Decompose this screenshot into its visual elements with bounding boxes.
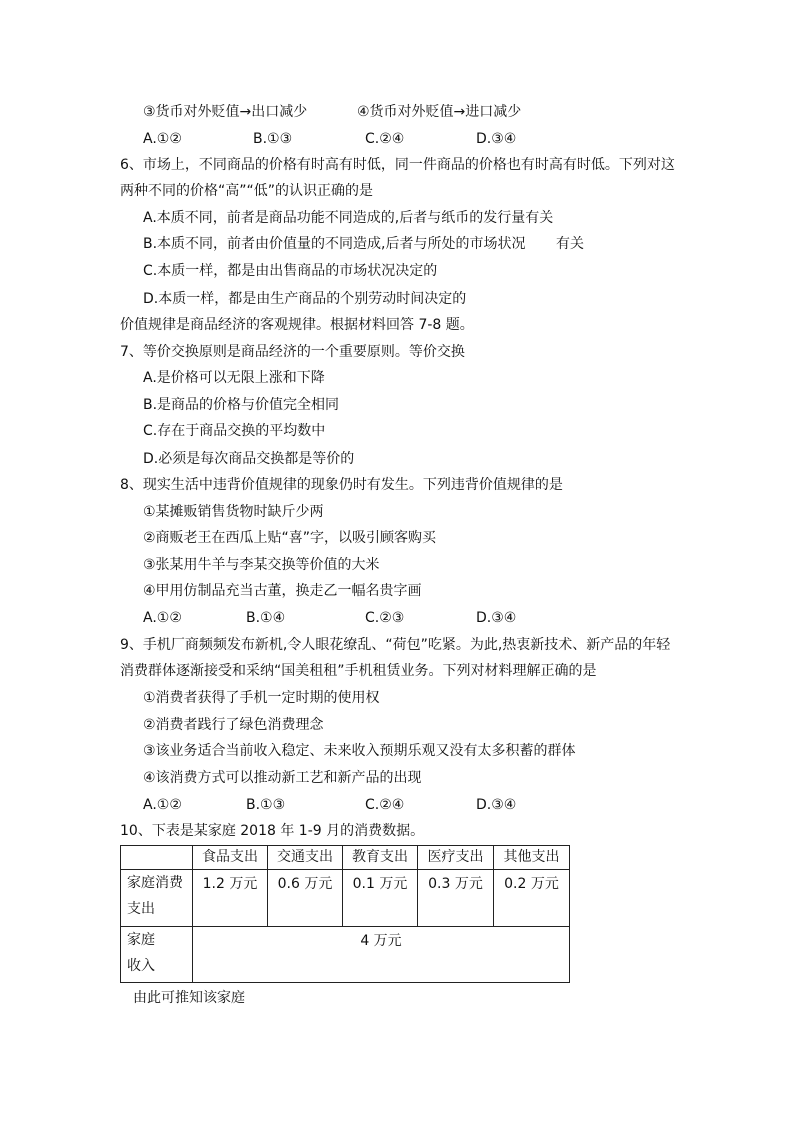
row-label-line1: 家庭消费	[127, 875, 183, 891]
q5-option-d: D.③④	[476, 131, 517, 147]
table-cell: 1.2 万元	[193, 870, 268, 927]
q7-option-a: A.是价格可以无限上涨和下降	[143, 370, 325, 386]
consumption-table	[120, 845, 570, 983]
table-header-cell: 医疗支出	[418, 846, 494, 870]
q7-stem: 7、等价交换原则是商品经济的一个重要原则。等价交换	[120, 344, 465, 360]
table-row-label	[121, 927, 193, 983]
q9-option-c: C.②④	[365, 797, 405, 813]
q9-stem-line2: 消费群体逐渐接受和采纳“国美租租”手机租赁业务。下列对材料理解正确的是	[120, 663, 597, 679]
q6-stem-line2: 两种不同的价格“高”“低”的认识正确的是	[120, 183, 374, 199]
q8-statement-1: ①某摊贩销售货物时缺斤少两	[143, 504, 324, 520]
intro-7-8: 价值规律是商品经济的客观规律。根据材料回答 7-8 题。	[120, 317, 474, 333]
q7-option-d: D.必须是每次商品交换都是等价的	[143, 451, 355, 467]
q9-statement-3: ③该业务适合当前收入稳定、未来收入预期乐观又没有太多积蓄的群体	[143, 743, 576, 759]
table-row	[121, 870, 570, 927]
q10-follow-up: 由此可推知该家庭	[133, 990, 245, 1006]
table-cell: 0.2 万元	[494, 870, 570, 927]
q5-option-b: B.①③	[253, 131, 293, 147]
q9-option-d: D.③④	[476, 797, 517, 813]
row-label-line2: 支出	[127, 901, 155, 917]
q9-statement-1: ①消费者获得了手机一定时期的使用权	[143, 690, 380, 706]
table-cell: 0.3 万元	[418, 870, 494, 927]
row-label-line1: 家庭	[127, 932, 155, 948]
q6-stem-line1: 6、市场上，不同商品的价格有时高有时低，同一件商品的价格也有时高有时低。下列对这	[120, 157, 675, 173]
q6-option-a: A.本质不同，前者是商品功能不同造成的,后者与纸币的发行量有关	[143, 210, 554, 226]
q6-option-b: B.本质不同，前者由价值量的不同造成,后者与所处的市场状况	[143, 236, 526, 252]
q9-statement-4: ④该消费方式可以推动新工艺和新产品的出现	[143, 770, 422, 786]
q8-option-b: B.①④	[246, 610, 286, 626]
q5-option-a: A.①②	[143, 131, 182, 147]
q8-stem: 8、现实生活中违背价值规律的现象仍时有发生。下列违背价值规律的是	[120, 477, 563, 493]
q6-option-c: C.本质一样，都是由出售商品的市场状况决定的	[143, 263, 438, 279]
table-corner-cell	[121, 846, 193, 870]
q6-option-d: D.本质一样，都是由生产商品的个别劳动时间决定的	[143, 291, 467, 307]
table-header-cell: 其他支出	[494, 846, 570, 870]
q5-option-c: C.②④	[365, 131, 405, 147]
table-row	[121, 927, 570, 983]
q8-option-d: D.③④	[476, 610, 517, 626]
q9-option-b: B.①③	[246, 797, 286, 813]
row-label-line2: 收入	[127, 958, 155, 974]
q8-statement-3: ③张某用牛羊与李某交换等价值的大米	[143, 557, 380, 573]
q7-option-b: B.是商品的价格与价值完全相同	[143, 397, 340, 413]
table-cell: 0.1 万元	[343, 870, 418, 927]
q8-statement-4: ④甲用仿制品充当古董，换走乙一幅名贵字画	[143, 583, 422, 599]
table-header-cell: 教育支出	[343, 846, 418, 870]
q10-stem: 10、下表是某家庭 2018 年 1-9 月的消费数据。	[120, 823, 425, 839]
table-header-cell: 食品支出	[193, 846, 268, 870]
table-header-row	[121, 846, 570, 870]
table-merged-cell: 4 万元	[193, 927, 570, 983]
q7-option-c: C.存在于商品交换的平均数中	[143, 423, 326, 439]
table-cell: 0.6 万元	[268, 870, 343, 927]
q8-option-c: C.②③	[365, 610, 405, 626]
table-header-cell: 交通支出	[268, 846, 343, 870]
q9-statement-2: ②消费者践行了绿色消费理念	[143, 717, 324, 733]
q9-option-a: A.①②	[143, 797, 182, 813]
q9-stem-line1: 9、手机厂商频频发布新机,令人眼花缭乱、“荷包”吃紧。为此,热衷新技术、新产品的年轻	[120, 637, 671, 653]
q5-statement-4: ④货币对外贬值→进口减少	[357, 104, 522, 120]
q6-option-b-tail: 有关	[556, 236, 584, 252]
table-row-label	[121, 870, 193, 927]
q5-statement-3: ③货币对外贬值→出口减少	[143, 104, 308, 120]
q8-option-a: A.①②	[143, 610, 182, 626]
q8-statement-2: ②商贩老王在西瓜上贴“喜”字，以吸引顾客购买	[143, 530, 437, 546]
